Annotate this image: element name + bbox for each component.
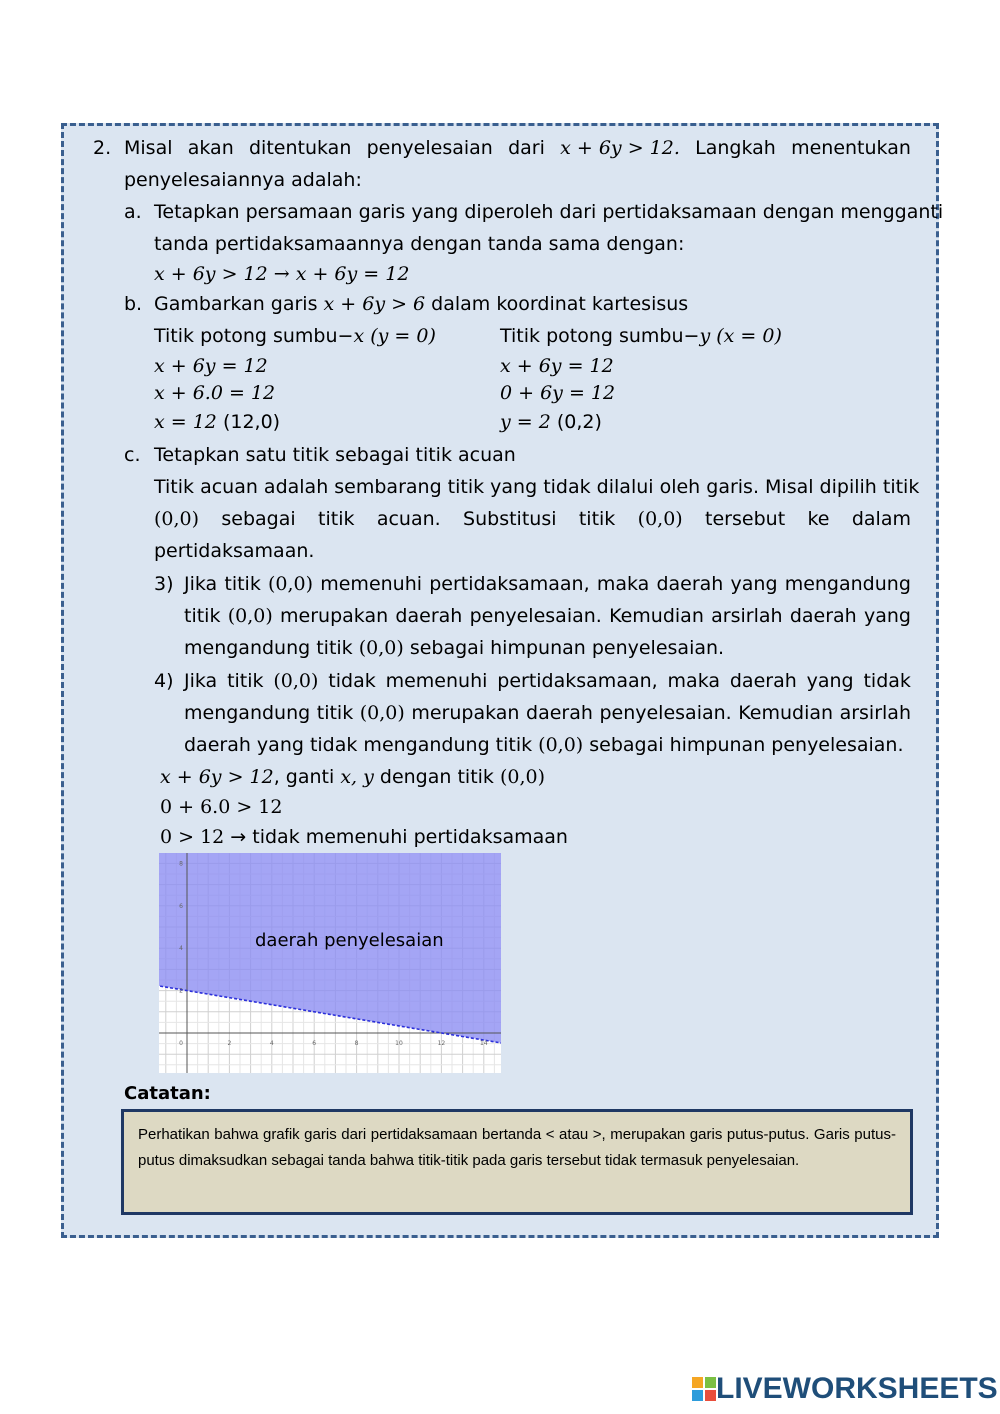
step-c-heading: Tetapkan satu titik sebagai titik acuan <box>154 444 516 466</box>
sub4-line-1: Jika titik (0,0) tidak memenuhi pertidaksamaan, maka daerah yang tidak <box>184 670 911 692</box>
note-text: Perhatikan bahwa grafik garis dari pertidaksamaan bertanda < atau >, merupakan garis putus-putus. Garis putus-putus dimaksudkan sebagai tanda bahwa titik-titik pada garis tersebut tidak termasuk penyelesaian. <box>138 1126 896 1169</box>
note-title: Catatan: <box>124 1083 211 1104</box>
sub4-marker: 4) <box>154 670 174 692</box>
y-tick-label: 6 <box>179 902 183 910</box>
sub4-line-3: daerah yang tidak mengandung titik (0,0) sebagai himpunan penyelesaian. <box>184 734 904 756</box>
y-tick-label: 2 <box>179 987 183 995</box>
x-tick-label: 10 <box>395 1040 403 1047</box>
col-x-line-1: x + 6y = 12 <box>154 355 268 377</box>
liveworksheets-logo <box>692 1372 998 1406</box>
x-tick-label: 12 <box>437 1040 446 1047</box>
col-x-heading: Titik potong sumbu−x (y = 0) <box>154 325 436 347</box>
item-number: 2. <box>93 137 112 159</box>
check-line-3: 0 > 12 → tidak memenuhi pertidaksamaan <box>160 826 568 848</box>
sub3-line-1: Jika titik (0,0) memenuhi pertidaksamaan, maka daerah yang mengandung <box>184 573 911 595</box>
region-label: daerah penyelesaian <box>255 930 444 951</box>
col-x-line-2: x + 6.0 = 12 <box>154 382 276 404</box>
col-x-line-3: x = 12 (12,0) <box>154 411 281 433</box>
logo-text: LIVEWORKSHEETS <box>716 1372 998 1405</box>
sub3-line-2: titik (0,0) merupakan daerah penyelesaian. Kemudian arsirlah daerah yang <box>184 605 911 627</box>
col-y-line-3: y = 2 (0,2) <box>500 411 602 433</box>
check-line-2: 0 + 6.0 > 12 <box>160 796 283 818</box>
logo-icon <box>692 1377 716 1401</box>
col-y-line-1: x + 6y = 12 <box>500 355 614 377</box>
x-tick-label: 8 <box>354 1040 359 1047</box>
col-y-heading: Titik potong sumbu−y (x = 0) <box>500 325 782 347</box>
step-b-marker: b. <box>124 293 143 315</box>
intro-line-1: Misal akan ditentukan penyelesaian dari x + 6y > 12. Langkah menentukan <box>124 137 911 159</box>
step-a-line-1: Tetapkan persamaan garis yang diperoleh dari pertidaksamaan dengan mengganti <box>154 201 944 223</box>
intro-line-2: penyelesaiannya adalah: <box>124 169 362 191</box>
note-box <box>121 1109 913 1215</box>
check-line-1: x + 6y > 12, ganti x, y dengan titik (0,0) <box>160 766 546 788</box>
x-tick-label: 0 <box>179 1040 183 1047</box>
step-b-text: Gambarkan garis x + 6y > 6 dalam koordinat kartesisus <box>154 293 689 315</box>
step-a-formula: x + 6y > 12 → x + 6y = 12 <box>154 263 410 285</box>
sub4-line-2: mengandung titik (0,0) merupakan daerah penyelesaian. Kemudian arsirlah <box>184 702 911 724</box>
sub3-line-3: mengandung titik (0,0) sebagai himpunan penyelesaian. <box>184 637 725 659</box>
sub3-marker: 3) <box>154 573 174 595</box>
y-tick-label: 4 <box>179 945 183 953</box>
step-c-para-3: pertidaksamaan. <box>154 540 315 562</box>
step-c-para-1: Titik acuan adalah sembarang titik yang tidak dilalui oleh garis. Misal dipilih titik <box>154 476 920 498</box>
solution-graph <box>159 853 501 1073</box>
x-tick-label: 6 <box>312 1040 317 1047</box>
x-tick-label: 2 <box>227 1040 232 1047</box>
y-tick-label: 8 <box>179 860 183 868</box>
x-tick-label: 14 <box>479 1040 488 1047</box>
step-a-line-2: tanda pertidaksamaannya dengan tanda sama dengan: <box>154 233 685 255</box>
x-tick-label: 4 <box>269 1040 274 1047</box>
graph-svg <box>159 853 501 1073</box>
col-y-line-2: 0 + 6y = 12 <box>500 382 616 404</box>
step-a-marker: a. <box>124 201 142 223</box>
step-c-para-2: (0,0) sebagai titik acuan. Substitusi titik (0,0) tersebut ke dalam <box>154 508 911 530</box>
step-c-marker: c. <box>124 444 141 466</box>
